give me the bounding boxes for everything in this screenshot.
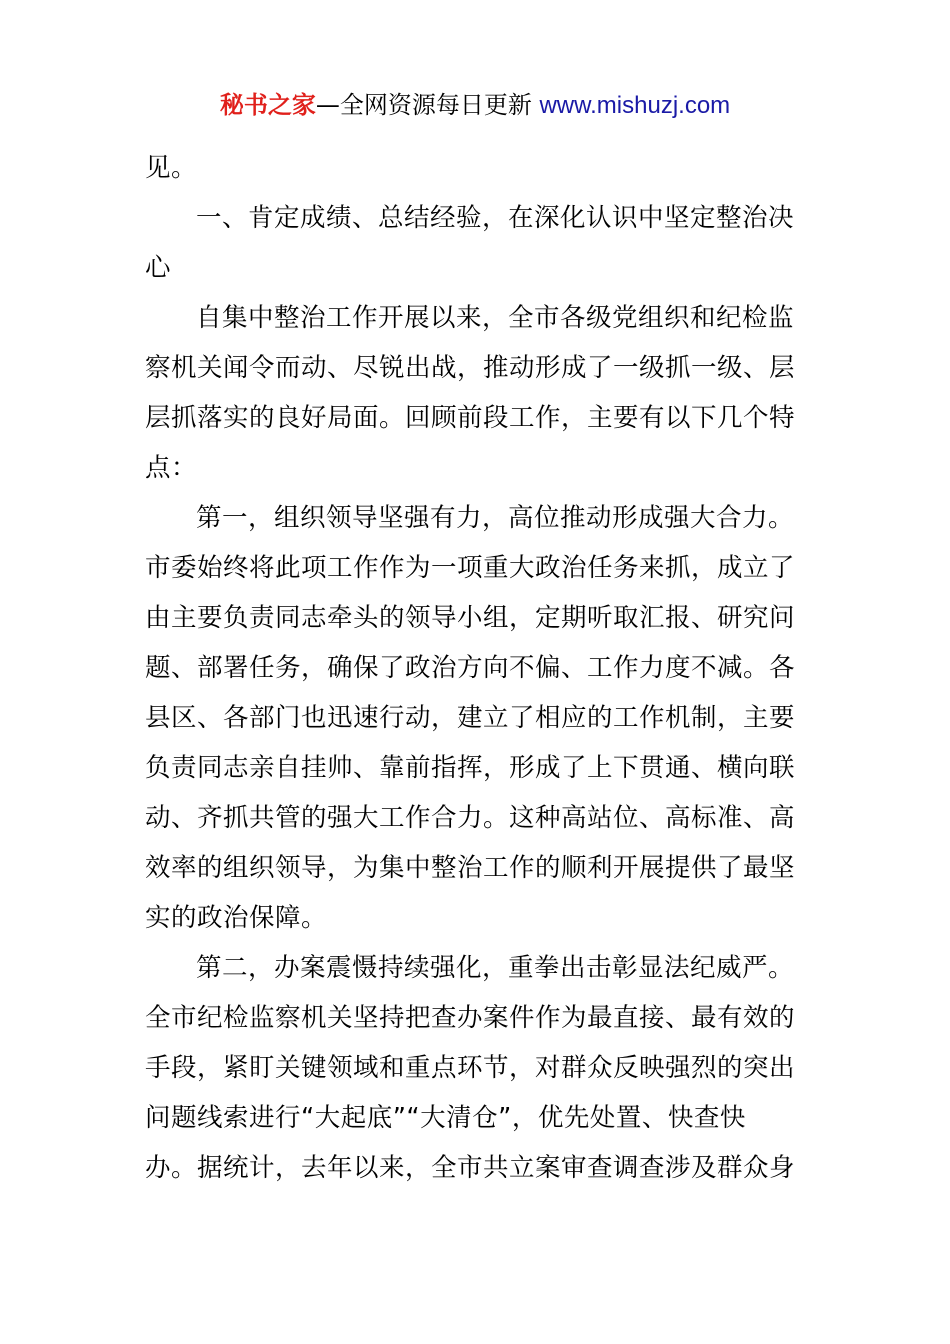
- header-tagline: —全网资源每日更新: [315, 91, 540, 119]
- document-body: [145, 143, 807, 1193]
- text-line: 负责同志亲自挂帅、靠前指挥，形成了上下贯通、横向联: [145, 753, 796, 783]
- text-line: 题、部署任务，确保了政治方向不偏、工作力度不减。各: [145, 653, 796, 683]
- paragraph-start: 自集中整治工作开展以来，全市各级党组织和纪检监: [196, 303, 795, 333]
- text-line: 动、齐抓共管的强大工作合力。这种高站位、高标准、高: [145, 803, 796, 833]
- text-line: 市委始终将此项工作作为一项重大政治任务来抓，成立了: [145, 553, 796, 583]
- page-header: [0, 88, 950, 123]
- paragraph-start: 第一，组织领导坚强有力，高位推动形成强大合力。: [196, 503, 795, 533]
- text-line: 察机关闻令而动、尽锐出战，推动形成了一级抓一级、层: [145, 353, 796, 383]
- site-url-link[interactable]: www.mishuzj.com: [539, 92, 731, 119]
- text-line: 问题线索进行“大起底”“大清仓”，优先处置、快查快: [145, 1103, 746, 1133]
- section-heading: 一、肯定成绩、总结经验，在深化认识中坚定整治决: [196, 203, 795, 233]
- text-line: 全市纪检监察机关坚持把查办案件作为最直接、最有效的: [145, 1003, 796, 1033]
- text-line: 县区、各部门也迅速行动，建立了相应的工作机制，主要: [145, 703, 796, 733]
- text-line: 层抓落实的良好局面。回顾前段工作，主要有以下几个特: [145, 403, 796, 433]
- text-line: 手段，紧盯关键领域和重点环节，对群众反映强烈的突出: [145, 1053, 796, 1083]
- section-heading-cont: 心: [145, 253, 172, 283]
- text-line: 办。据统计，去年以来，全市共立案审查调查涉及群众身: [145, 1153, 796, 1183]
- text-line: 效率的组织领导，为集中整治工作的顺利开展提供了最坚: [145, 853, 796, 883]
- text-line: 点：: [145, 453, 198, 483]
- brand-name: 秘书之家: [219, 91, 316, 119]
- text-line: 实的政治保障。: [145, 903, 328, 933]
- text-line: 见。: [145, 153, 198, 183]
- text-line: 由主要负责同志牵头的领导小组，定期听取汇报、研究问: [145, 603, 796, 633]
- paragraph-start: 第二，办案震慑持续强化，重拳出击彰显法纪威严。: [196, 953, 795, 983]
